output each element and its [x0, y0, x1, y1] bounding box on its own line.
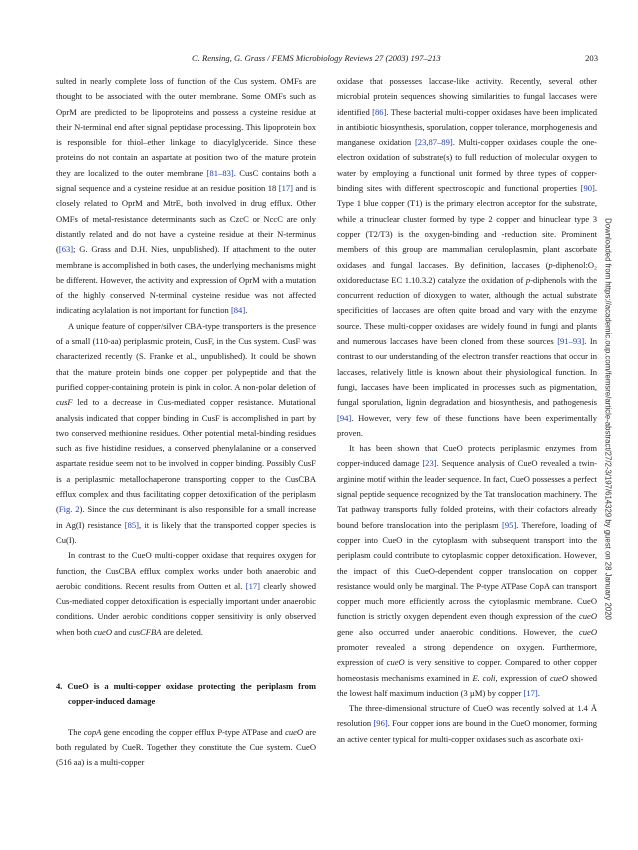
- text: gene encoding the copper efflux P-type ATPase and: [101, 726, 286, 737]
- text: is very sensitive to copper. Compared to other copper homeostasis mechanisms examined in: [337, 657, 597, 683]
- gene-name: cueO: [386, 657, 405, 668]
- text: . Sequence analysis of CueO revealed a twin-arginine motif within the leader sequence. In fact, CueO possesses a perfect signal peptide sequence recognized by the Tat translocation machinery. The Tat pathway transports fully folded proteins, with their cofactors already bound before translocation into the periplasm: [337, 458, 597, 530]
- text: oxidase that possesses laccase-like activity. Recently, several other microbial protein sequences showing similarities to fungal laccases were identified: [337, 76, 597, 117]
- text: promoter revealed a strong dependence on oxygen. Furthermore, expression of: [337, 641, 597, 668]
- paragraph-cue-system: [56, 725, 316, 771]
- text: are both regulated by CueR. Together they constitute the Cue system. CueO (516 aa) is a multi-copper: [56, 726, 316, 768]
- italic-term: p: [525, 274, 531, 285]
- citation-link[interactable]: [84]: [230, 305, 246, 316]
- paragraph-anaerobic-conditions: [56, 548, 316, 640]
- paragraph-outer-membrane-factors: [56, 74, 316, 319]
- citation-link[interactable]: [23]: [422, 458, 437, 469]
- text: The three-dimensional structure of CueO was recently solved at 1.4 Å resolution: [337, 703, 597, 729]
- citation-link[interactable]: [17]: [245, 580, 261, 591]
- citation-link[interactable]: [90]: [580, 183, 595, 194]
- text: , expression of: [495, 672, 550, 683]
- citation-link[interactable]: [95]: [502, 519, 517, 530]
- citation-link[interactable]: [94]: [337, 412, 352, 423]
- citation-link[interactable]: [91–93]: [557, 336, 585, 347]
- text: gene also occurred under anaerobic conditions. However, the: [337, 626, 579, 637]
- text: . These bacterial multi-copper oxidases have been implicated in antibiotic biosynthesis, sporulation, copper tolerance, morphogenesis and manganese oxidation: [337, 106, 598, 148]
- text: . Type 1 blue copper (T1) is the primary electron acceptor for the substrate, while a trinuclear cluster formed by type 2 copper and binuclear type 3 copper (T2/T3) is the oxygen-binding and -reduction site. Prominent members of this group are mammalian ceruloplasmin, plant ascorbate oxidases and fungal laccases. By definition, laccases (: [337, 183, 597, 270]
- text: -diphenols with the concurrent reduction of dioxygen to water, although the actual substrate specificities of laccases are often quite broad and vary with the enzyme source. These multi-copper oxidases are widely found in fungi and plants and numerous laccases have been cloned from these sources: [337, 274, 597, 347]
- running-header: [56, 51, 598, 65]
- gene-name: cueO: [578, 626, 597, 637]
- citation-link[interactable]: [17]: [278, 183, 293, 194]
- text: determinant is also responsible for a small increase in Ag(I) resistance: [56, 504, 316, 530]
- gene-name: cueO: [285, 726, 304, 737]
- text: The: [68, 726, 84, 737]
- text: -diphenol:O₂ oxidoreductase EC 1.10.3.2) catalyze the oxidation of: [337, 259, 597, 285]
- download-note: Downloaded from https://academic.oup.com/femsre/article-abstract/27/2-3/197/614329 by guest on 28 January 2020: [603, 218, 613, 620]
- text: . Therefore, loading of copper into CueO in the cytoplasm with subsequent transport into the periplasm could contribute to cytoplasmic copper detoxification. However, the impact of this CueO-dependent copper translocation on copper resistance would only be marginal. The P-type ATPase CopA can transport copper much more efficiently across the cytoplasmic membrane. CueO function is strictly oxygen dependent even though expression of the: [337, 519, 597, 622]
- organism-name: E. coli: [472, 672, 496, 683]
- text: ). Since the: [79, 504, 123, 515]
- text: .: [245, 305, 248, 316]
- text: sulted in nearly complete loss of function of the Cus system. OMFs are thought to be associated with the outer membrane. Some OMFs such as OprM are predicted to be lipoproteins and possess a cysteine residue at their N-terminal end after signal peptidase processing. This lipoprotein box is responsible for thiol–ether linkage to diacylglyceride. Since these proteins do not contain an aspartate at position two of the mature protein they are localized to the outer membrane: [56, 76, 316, 178]
- citation-link[interactable]: [63]: [58, 244, 74, 255]
- left-column: [56, 74, 316, 770]
- right-column: [337, 74, 597, 747]
- journal-citation: C. Rensing, G. Grass / FEMS Microbiology Reviews 27 (2003) 197–213: [192, 53, 441, 63]
- gene-name: copA: [83, 726, 102, 737]
- paragraph-cusf-periplasmic-protein: [56, 319, 316, 548]
- page-number: 203: [585, 53, 598, 63]
- text: . However, very few of these functions have been experimentally proven.: [337, 412, 597, 438]
- citation-link[interactable]: [81–83]: [206, 167, 234, 178]
- gene-name: cusCFBA: [128, 626, 162, 637]
- text: . Multi-copper oxidases couple the one-electron oxidation of substrate(s) to full reduction of molecular oxygen to water by employing a functional unit formed by three types of copper-binding sites with different spectroscopic and functional properties: [337, 137, 598, 194]
- paragraph-cueo-structure: [337, 701, 597, 747]
- gene-name: cusF: [56, 397, 73, 408]
- gene-name: cus: [122, 504, 134, 515]
- text: and: [112, 626, 129, 637]
- section-heading: 4. CueO is a multi-copper oxidase protecting the periplasm from copper-induced damage: [56, 680, 316, 707]
- citation-link[interactable]: [85]: [124, 519, 139, 530]
- text: clearly showed Cus-mediated copper detoxification is especially important under anaerobic conditions. Under aerobic conditions copper sensitivity is only observed when both: [56, 580, 316, 637]
- gene-name: cueO: [549, 672, 569, 683]
- text: are deleted.: [161, 626, 203, 637]
- text: and is closely related to OprM and MtrE, both involved in drug efflux. Other OMFs of metal-resistance determinants such as CzcC or NccC are only distantly related and do not have a cysteine residue at their N-terminus (: [56, 183, 316, 255]
- paragraph-cueo-periplasm-protection: [337, 441, 597, 701]
- text: led to a decrease in Cus-mediated copper resistance. Mutational analysis indicated that copper binding in CusF is accomplished in part by two conserved methionine residues. Other potential metal-binding residues such as five histidine residues, a conserved phenylalanine or a conserved aspartate residue seem not to be involved in copper binding. Possibly CusF is a periplasmic metallochaperone transporting copper to the CusCBA efflux complex and thus facilitating copper detoxification of the periplasm (: [56, 397, 316, 515]
- gene-name: cueO: [578, 611, 597, 622]
- text: . In contrast to our understanding of the electron transfer reactions that occur in laccases, relatively little is known about their physiological function. In fungi, laccases have been implicated in processes such as pigmentation, fungal sporulation, lignin degradation and biosynthesis, and pathogenesis: [337, 336, 597, 408]
- text: , it is likely that the transported copper species is Cu(I).: [56, 519, 316, 545]
- text: . CusC contains both a signal sequence and a cysteine residue at an residue position 18: [56, 167, 317, 194]
- text: In contrast to the CueO multi-copper oxidase that requires oxygen for function, the CusCBA efflux complex works under both anaerobic and aerobic conditions. Recent results from Outten et al.: [56, 550, 316, 591]
- download-watermark: [601, 130, 615, 708]
- text: .: [537, 687, 540, 698]
- citation-link[interactable]: [96]: [373, 718, 388, 729]
- citation-link[interactable]: [23,87–89]: [414, 137, 453, 148]
- figure-link[interactable]: Fig. 2: [58, 504, 80, 515]
- italic-term: p: [548, 259, 553, 270]
- gene-name: cueO: [93, 626, 113, 637]
- citation-link[interactable]: [17]: [523, 687, 538, 698]
- citation-link[interactable]: [86]: [372, 106, 387, 117]
- text: It has been shown that CueO protects periplasmic enzymes from copper-induced damage: [337, 443, 597, 469]
- text: . Four copper ions are bound in the CueO monomer, forming an active center typical for multi-copper oxidases such as ascorbate oxi-: [337, 718, 597, 744]
- text: showed the lowest half maximum induction (3 µM) by copper: [337, 672, 598, 698]
- text: A unique feature of copper/silver CBA-type transporters is the presence of a small (110-aa) periplasmic protein, CusF, in the Cus system. CusF was characterized recently (S. Franke et al., unpublished). It could be shown that the mature protein binds one copper per polypeptide and that the purified copper-containing protein is pink in color. A non-polar deletion of: [56, 320, 316, 392]
- paragraph-multi-copper-oxidases: [337, 74, 597, 441]
- text: ; G. Grass and D.H. Nies, unpublished). If attachment to the outer membrane is accomplished in both cases, the underlying mechanisms might be different. However, the activity and expression of OprM with a mutation of the highly conserved N-terminal cysteine residue was not affected indicating acylalation is not important for function: [56, 244, 316, 316]
